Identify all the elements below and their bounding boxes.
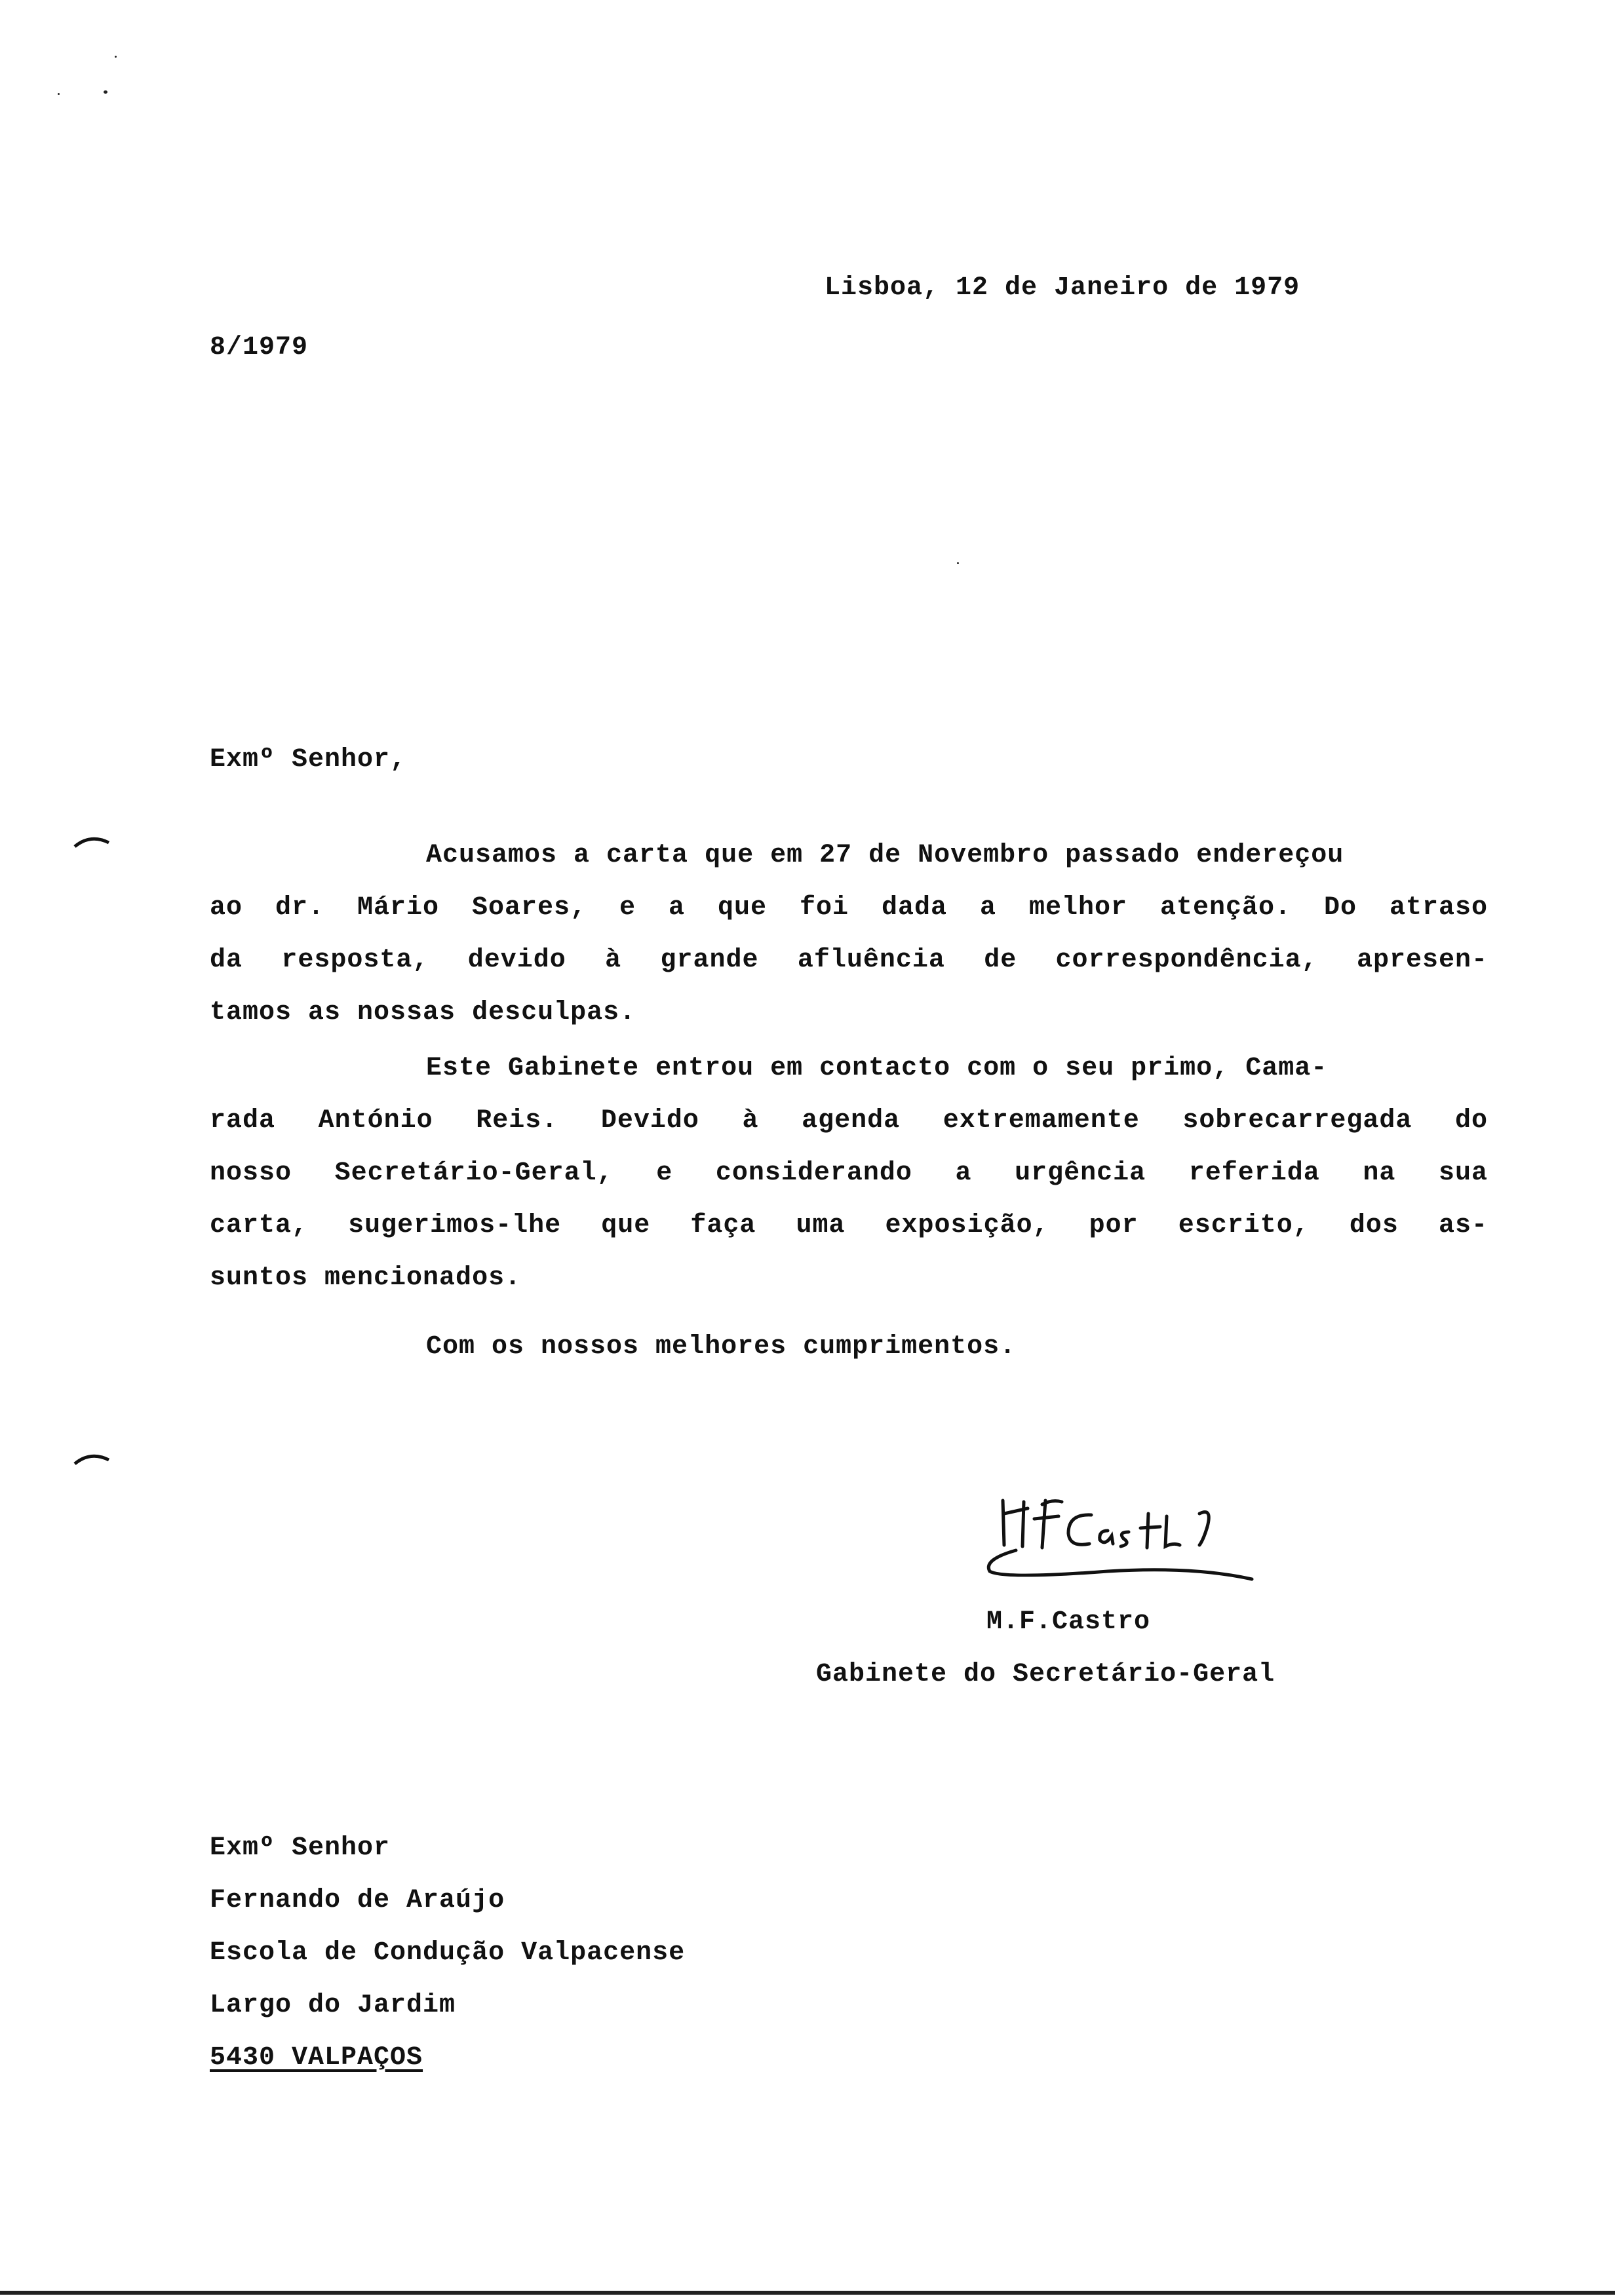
recipient-line-2: Fernando de Araújo (210, 1886, 505, 1915)
punch-mark-lower (72, 1448, 111, 1468)
recipient-line-3: Escola de Condução Valpacense (210, 1938, 686, 1968)
signatory-office: Gabinete do Secretário-Geral (816, 1660, 1275, 1689)
recipient-line-4: Largo do Jardim (210, 1991, 456, 2020)
reference-number: 8/1979 (210, 333, 309, 362)
punch-mark-upper (72, 831, 111, 851)
recipient-line-1: Exmº Senhor (210, 1833, 391, 1863)
paragraph1-line-1: Acusamos a carta que em 27 de Novembro passado endereçou (426, 841, 1344, 870)
paragraph1-line-3: da resposta, devido à grande afluência de correspondência, apresen- (210, 946, 1488, 975)
paragraph2-line-1: Este Gabinete entrou em contacto com o seu primo, Cama- (426, 1054, 1328, 1083)
signatory-name: M.F.Castro (986, 1607, 1151, 1637)
paragraph2-line-2: rada António Reis. Devido à agenda extremamente sobrecarregada do (210, 1106, 1488, 1136)
paragraph1-line-4: tamos as nossas desculpas. (210, 998, 636, 1027)
paragraph1-line-2: ao dr. Mário Soares, e a que foi dada a melhor atenção. Do atraso (210, 893, 1488, 923)
salutation: Exmº Senhor, (210, 745, 407, 775)
handwritten-signature (977, 1487, 1278, 1605)
closing-line: Com os nossos melhores cumprimentos. (426, 1332, 1017, 1362)
scan-edge-line (0, 2291, 1615, 2295)
place-date: Lisboa, 12 de Janeiro de 1979 (825, 273, 1300, 303)
paragraph2-line-4: carta, sugerimos-lhe que faça uma exposição, por escrito, dos as- (210, 1211, 1488, 1240)
paragraph2-line-5: suntos mencionados. (210, 1263, 522, 1293)
recipient-postal: 5430 VALPAÇOS (210, 2043, 423, 2073)
paragraph2-line-3: nosso Secretário-Geral, e considerando a urgência referida na sua (210, 1158, 1488, 1188)
